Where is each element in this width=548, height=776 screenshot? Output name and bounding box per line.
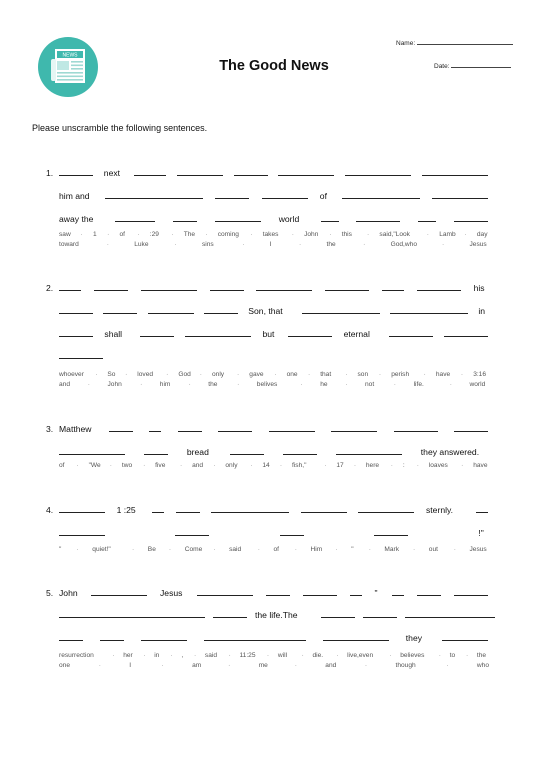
date-label: Date: (434, 63, 450, 70)
separator-dot: · (389, 652, 392, 659)
separator-dot: · (213, 462, 216, 469)
answer-blank[interactable] (204, 632, 306, 641)
answer-blank[interactable] (444, 328, 488, 337)
answer-blank[interactable] (454, 213, 488, 222)
separator-dot: · (109, 462, 112, 469)
answer-blank[interactable] (363, 609, 397, 618)
bank-word: here (365, 462, 380, 469)
question-2-line-1 (0, 282, 548, 294)
bank-word: me (258, 662, 268, 669)
separator-dot: · (242, 241, 245, 248)
separator-dot: · (464, 231, 467, 238)
answer-blank[interactable] (280, 527, 304, 536)
separator-dot: · (180, 462, 183, 469)
bank-word: The (183, 231, 196, 238)
answer-blank[interactable] (278, 167, 334, 176)
separator-dot: · (279, 462, 283, 469)
answer-blank[interactable] (345, 167, 411, 176)
question-5-line-2 (0, 609, 548, 621)
answer-blank[interactable] (148, 305, 194, 314)
question-4-line-2 (0, 527, 548, 539)
separator-dot: · (413, 546, 416, 553)
bank-word: live,even (347, 652, 374, 659)
answer-blank[interactable] (288, 328, 332, 337)
bank-word: saw (59, 231, 71, 238)
question-4-line-1 (0, 504, 548, 516)
bank-word: John (304, 231, 319, 238)
bank-word: Lamb (439, 231, 456, 238)
separator-dot: · (199, 371, 202, 378)
bank-word: Him (310, 546, 323, 553)
word-bank-5-row-2 (0, 661, 548, 671)
answer-blank[interactable] (215, 213, 261, 222)
word-bank-2-row-2 (0, 380, 548, 390)
answer-blank[interactable] (331, 423, 377, 432)
instructions: Please unscramble the following sentences. (32, 123, 208, 133)
bank-word: day (476, 231, 488, 238)
answer-blank[interactable] (210, 282, 244, 291)
separator-dot: · (107, 231, 110, 238)
bank-word: the (326, 241, 336, 248)
separator-dot: · (324, 462, 327, 469)
word-bank-1-row-1 (0, 230, 548, 240)
separator-dot: · (137, 231, 140, 238)
question-number: 2. (46, 283, 54, 293)
answer-blank[interactable] (358, 504, 414, 513)
word-bank-4-row-1 (0, 545, 548, 555)
answer-blank[interactable] (185, 328, 251, 337)
answer-blank[interactable] (59, 504, 105, 513)
separator-dot: · (170, 652, 173, 659)
separator-dot: · (335, 546, 338, 553)
question-5-line-1 (0, 587, 548, 599)
logo-text: NEWS (62, 52, 78, 59)
answer-blank[interactable] (105, 190, 203, 199)
bank-word: will (277, 652, 288, 659)
separator-dot: · (291, 231, 294, 238)
bank-word: Jesus (469, 241, 487, 248)
answer-blank[interactable] (476, 504, 488, 513)
bank-word: 1 (93, 231, 97, 238)
word-bank-3-row-1 (0, 461, 548, 471)
answer-blank[interactable] (234, 167, 268, 176)
bank-word: Come (184, 546, 203, 553)
given-word: sternly. (426, 505, 454, 515)
separator-dot: · (143, 652, 146, 659)
bank-word: belives (256, 381, 278, 388)
answer-blank[interactable] (389, 328, 433, 337)
answer-blank[interactable] (144, 446, 168, 455)
answer-blank[interactable] (417, 282, 461, 291)
bank-word: and (325, 662, 337, 669)
answer-blank[interactable] (175, 527, 209, 536)
answer-blank[interactable] (59, 446, 125, 455)
separator-dot: · (423, 371, 426, 378)
separator-dot: · (390, 462, 393, 469)
question-2-line-3 (0, 328, 548, 340)
answer-blank[interactable] (392, 587, 404, 596)
given-word: of (319, 191, 327, 201)
answer-blank[interactable] (417, 587, 441, 596)
bank-word: perish (391, 371, 410, 378)
bank-word: in (154, 652, 160, 659)
separator-dot: · (368, 546, 371, 553)
separator-dot: · (300, 381, 303, 388)
name-line[interactable] (417, 38, 513, 45)
bank-word: : (402, 462, 405, 469)
separator-dot: · (446, 662, 449, 669)
bank-word: sins (202, 241, 214, 248)
separator-dot: · (80, 231, 83, 238)
separator-dot: · (442, 241, 445, 248)
answer-blank[interactable] (303, 587, 337, 596)
separator-dot: · (250, 231, 253, 238)
answer-blank[interactable] (173, 213, 197, 222)
given-word: in (478, 306, 486, 316)
given-word: 1 :25 (116, 505, 136, 515)
given-word: away the (59, 214, 94, 224)
separator-dot: · (76, 462, 79, 469)
answer-blank[interactable] (140, 328, 174, 337)
bank-word: him (159, 381, 171, 388)
bank-word: the (208, 381, 218, 388)
answer-blank[interactable] (59, 305, 93, 314)
bank-word: one (59, 662, 71, 669)
bank-word: and (59, 381, 71, 388)
separator-dot: · (95, 371, 98, 378)
bank-word: one (286, 371, 298, 378)
bank-word: and (192, 462, 204, 469)
separator-dot: · (294, 662, 297, 669)
bank-word: said (229, 546, 242, 553)
bank-word: John (107, 381, 122, 388)
given-word: shall (104, 329, 123, 339)
separator-dot: · (166, 371, 169, 378)
separator-dot: · (174, 241, 177, 248)
question-1-line-3 (0, 213, 548, 225)
answer-blank[interactable] (176, 504, 200, 513)
separator-dot: · (143, 462, 146, 469)
separator-dot: · (393, 381, 396, 388)
name-label: Name: (396, 40, 416, 47)
answer-blank[interactable] (323, 632, 389, 641)
bank-word: Mark (384, 546, 400, 553)
question-3-line-2 (0, 446, 548, 458)
bank-word: loaves (428, 462, 448, 469)
given-word: !" (478, 528, 484, 538)
question-1-line-1 (0, 167, 548, 179)
separator-dot: · (299, 241, 302, 248)
separator-dot: · (364, 662, 368, 669)
separator-dot: · (237, 371, 240, 378)
answer-blank[interactable] (178, 423, 202, 432)
separator-dot: · (132, 546, 135, 553)
answer-blank[interactable] (266, 587, 290, 596)
word-bank-1-row-2 (0, 240, 548, 250)
bank-word: the (476, 652, 487, 659)
given-word: bread (186, 447, 209, 457)
separator-dot: · (140, 381, 143, 388)
separator-dot: · (228, 662, 231, 669)
answer-blank[interactable] (342, 190, 420, 199)
answer-blank[interactable] (59, 282, 81, 291)
bank-word: to (449, 652, 456, 659)
answer-blank[interactable] (432, 190, 488, 199)
separator-dot: · (345, 371, 348, 378)
answer-blank[interactable] (149, 423, 161, 432)
bank-word: only (225, 462, 238, 469)
bank-word: 17 (336, 462, 344, 469)
separator-dot: · (228, 652, 231, 659)
bank-word: takes (262, 231, 279, 238)
answer-blank[interactable] (197, 587, 253, 596)
answer-blank[interactable] (336, 446, 402, 455)
separator-dot: · (453, 546, 456, 553)
given-word: but (262, 329, 275, 339)
answer-blank[interactable] (442, 632, 488, 641)
bank-word: Jesus (469, 546, 487, 553)
bank-word: two (121, 462, 133, 469)
answer-blank[interactable] (100, 632, 124, 641)
answer-blank[interactable] (59, 167, 93, 176)
bank-word: he (320, 381, 328, 388)
word-bank-2-row-1 (0, 370, 548, 380)
bank-word: though (395, 662, 416, 669)
separator-dot: · (87, 381, 90, 388)
bank-word: son (357, 371, 369, 378)
bank-word: out (428, 546, 438, 553)
separator-dot: · (76, 546, 79, 553)
bank-word: loved (137, 371, 154, 378)
given-word: they answered. (420, 447, 480, 457)
separator-dot: · (161, 662, 164, 669)
answer-blank[interactable] (302, 305, 380, 314)
separator-dot: · (367, 231, 370, 238)
bank-word: 11:25 (239, 652, 256, 659)
bank-word: her (123, 652, 133, 659)
answer-blank[interactable] (454, 423, 488, 432)
bank-word: whoever (59, 371, 84, 378)
separator-dot: · (294, 546, 297, 553)
date-line[interactable] (451, 61, 511, 68)
separator-dot: · (257, 546, 260, 553)
answer-blank[interactable] (422, 167, 488, 176)
bank-word: God (178, 371, 191, 378)
answer-blank[interactable] (152, 504, 164, 513)
date-field[interactable] (434, 61, 511, 70)
name-field[interactable] (396, 38, 513, 47)
separator-dot: · (98, 662, 101, 669)
answer-blank[interactable] (177, 167, 223, 176)
given-word: John (59, 588, 78, 598)
answer-blank[interactable] (394, 423, 438, 432)
question-1-line-2 (0, 190, 548, 202)
separator-dot: · (345, 381, 348, 388)
answer-blank[interactable] (301, 504, 347, 513)
bank-word: fish," (292, 462, 307, 469)
separator-dot: · (378, 371, 382, 378)
bank-word: world (469, 381, 486, 388)
page-title: The Good News (219, 58, 329, 74)
answer-blank[interactable] (59, 350, 103, 359)
question-5-line-3 (0, 632, 548, 644)
answer-blank[interactable] (230, 446, 264, 455)
answer-blank[interactable] (109, 423, 133, 432)
answer-blank[interactable] (91, 587, 147, 596)
given-word: they (405, 633, 423, 643)
answer-blank[interactable] (382, 282, 404, 291)
bank-word: that (320, 371, 332, 378)
answer-blank[interactable] (213, 609, 247, 618)
question-number: 5. (46, 588, 54, 598)
bank-word: So (107, 371, 116, 378)
given-word: him and (59, 191, 90, 201)
separator-dot: · (416, 462, 419, 469)
question-number: 4. (46, 505, 54, 515)
given-word: Jesus (160, 588, 183, 598)
given-word: his (473, 283, 485, 293)
separator-dot: · (188, 381, 191, 388)
answer-blank[interactable] (103, 305, 137, 314)
separator-dot: · (363, 241, 366, 248)
answer-blank[interactable] (454, 587, 488, 596)
answer-blank[interactable] (350, 587, 362, 596)
bank-word: resurrection (59, 652, 94, 659)
bank-word: of (59, 462, 65, 469)
answer-blank[interactable] (269, 423, 315, 432)
answer-blank[interactable] (321, 213, 339, 222)
answer-blank[interactable] (59, 609, 205, 618)
answer-blank[interactable] (141, 632, 187, 641)
separator-dot: · (329, 231, 332, 238)
answer-blank[interactable] (390, 305, 468, 314)
separator-dot: · (194, 652, 197, 659)
separator-dot: · (336, 652, 339, 659)
question-2-line-4 (0, 350, 548, 362)
answer-blank[interactable] (59, 632, 83, 641)
bank-word: believes (400, 652, 425, 659)
separator-dot: · (449, 381, 452, 388)
bank-word: only (212, 371, 225, 378)
separator-dot: · (106, 241, 109, 248)
answer-blank[interactable] (59, 328, 93, 337)
bank-word: 3:16 (473, 371, 487, 378)
answer-blank[interactable] (59, 527, 105, 536)
answer-blank[interactable] (211, 504, 289, 513)
bank-word: toward (59, 241, 79, 248)
bank-word: gave (249, 371, 264, 378)
bank-word: have (435, 371, 451, 378)
bank-word: of (273, 546, 279, 553)
bank-word: :29 (149, 231, 159, 238)
answer-blank[interactable] (204, 305, 238, 314)
given-word: " (374, 588, 378, 598)
answer-blank[interactable] (115, 213, 155, 222)
separator-dot: · (466, 652, 469, 659)
answer-blank[interactable] (218, 423, 252, 432)
question-3-line-1 (0, 423, 548, 435)
bank-word: coming (217, 231, 239, 238)
separator-dot: · (274, 371, 277, 378)
bank-word: God,who (390, 241, 417, 248)
separator-dot: · (308, 371, 311, 378)
given-word: next (103, 168, 121, 178)
question-2-line-2 (0, 305, 548, 317)
separator-dot: · (125, 371, 128, 378)
bank-word: life. (413, 381, 424, 388)
separator-dot: · (168, 546, 172, 553)
given-word: world (278, 214, 300, 224)
separator-dot: · (460, 371, 464, 378)
bank-word: Be (147, 546, 156, 553)
bank-word: who (476, 662, 489, 669)
word-bank-5-row-1 (0, 651, 548, 661)
answer-blank[interactable] (356, 213, 400, 222)
bank-word: I (129, 662, 132, 669)
question-number: 3. (46, 424, 54, 434)
given-word: eternal (343, 329, 370, 339)
answer-blank[interactable] (405, 609, 495, 618)
separator-dot: · (237, 381, 240, 388)
answer-blank[interactable] (325, 282, 369, 291)
bank-word: , (181, 652, 184, 659)
separator-dot: · (301, 652, 304, 659)
bank-word: quiet!" (92, 546, 111, 553)
bank-word: of (119, 231, 125, 238)
bank-word: said,"Look (379, 231, 410, 238)
answer-blank[interactable] (215, 190, 249, 199)
bank-word: 14 (262, 462, 270, 469)
bank-word: " (59, 546, 62, 553)
question-number: 1. (46, 168, 54, 178)
bank-word: am (192, 662, 202, 669)
bank-word: not (365, 381, 375, 388)
answer-blank[interactable] (321, 609, 355, 618)
answer-blank[interactable] (283, 446, 317, 455)
given-word: the life.The (255, 610, 298, 620)
separator-dot: · (112, 652, 115, 659)
given-word: Son, that (248, 306, 283, 316)
answer-blank[interactable] (256, 282, 312, 291)
bank-word: die. (312, 652, 324, 659)
bank-word: five (155, 462, 166, 469)
separator-dot: · (213, 546, 216, 553)
bank-word: "We (88, 462, 101, 469)
answer-blank[interactable] (134, 167, 166, 176)
separator-dot: · (353, 462, 357, 469)
answer-blank[interactable] (418, 213, 436, 222)
separator-dot: · (250, 462, 253, 469)
bank-word: said (204, 652, 217, 659)
separator-dot: · (171, 231, 174, 238)
bank-word: " (351, 546, 354, 553)
answer-blank[interactable] (262, 190, 308, 199)
bank-word: Luke (134, 241, 149, 248)
separator-dot: · (426, 231, 429, 238)
answer-blank[interactable] (94, 282, 128, 291)
answer-blank[interactable] (374, 527, 408, 536)
given-word: Matthew (59, 424, 92, 434)
bank-word: this (341, 231, 352, 238)
separator-dot: · (205, 231, 208, 238)
bank-word: I (269, 241, 272, 248)
separator-dot: · (461, 462, 464, 469)
separator-dot: · (438, 652, 441, 659)
answer-blank[interactable] (141, 282, 197, 291)
bank-word: have (473, 462, 488, 469)
separator-dot: · (266, 652, 270, 659)
